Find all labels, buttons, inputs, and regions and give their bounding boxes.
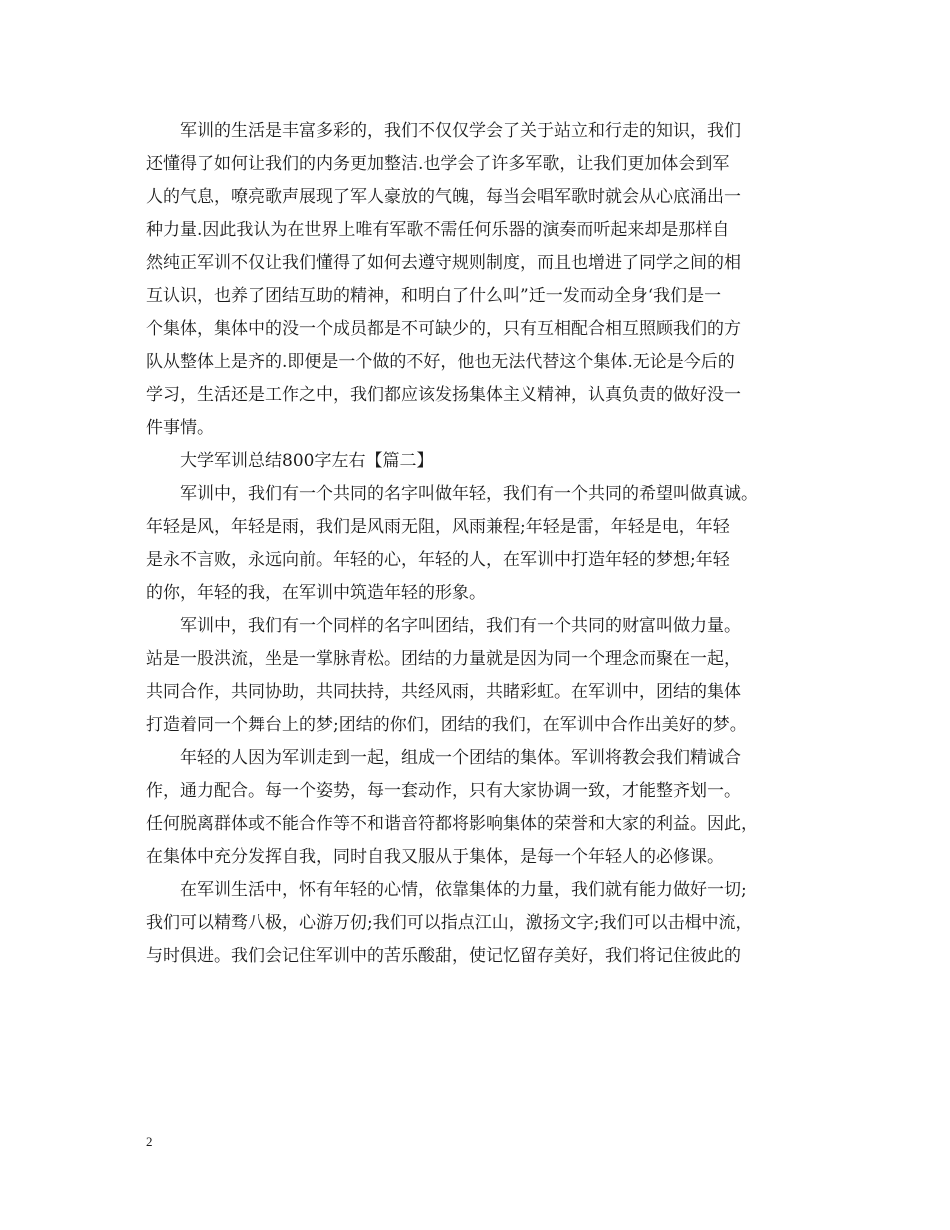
text-line: 站是一股洪流，坐是一掌脉青松。团结的力量就是因为同一个理念而聚在一起， bbox=[146, 649, 741, 669]
text-line: 我们可以精骛八极，心游万仞;我们可以指点江山，激扬文字;我们可以击楫中流， bbox=[146, 913, 753, 933]
text-line: 人的气息，嘹亮歌声展现了军人豪放的气魄，每当会唱军歌时就会从心底涌出一 bbox=[146, 187, 741, 207]
text-line: 军训中，我们有一个共同的名字叫做年轻，我们有一个共同的希望叫做真诚。 bbox=[146, 484, 758, 504]
text-line: 军训的生活是丰富多彩的，我们不仅仅学会了关于站立和行走的知识，我们 bbox=[146, 121, 741, 141]
text-line: 然纯正军训不仅让我们懂得了如何去遵守规则制度，而且也增进了同学之间的相 bbox=[146, 253, 741, 273]
text-line: 共同合作，共同协助，共同扶持，共经风雨，共睹彩虹。在军训中，团结的集体 bbox=[146, 682, 741, 702]
text-line: 学习，生活还是工作之中，我们都应该发扬集体主义精神，认真负责的做好没一 bbox=[146, 385, 741, 405]
text-line: 军训中，我们有一个同样的名字叫团结，我们有一个共同的财富叫做力量。 bbox=[146, 616, 741, 636]
text-line: 年轻的人因为军训走到一起，组成一个团结的集体。军训将教会我们精诚合 bbox=[146, 748, 741, 768]
text-line: 在集体中充分发挥自我，同时自我又服从于集体，是每一个年轻人的必修课。 bbox=[146, 847, 724, 867]
text-line: 互认识，也养了团结互助的精神，和明白了什么叫”迁一发而动全身‘我们是一 bbox=[146, 286, 722, 306]
text-line: 种力量.因此我认为在世界上唯有军歌不需任何乐器的演奏而听起来却是那样自 bbox=[146, 220, 730, 240]
text-line: 还懂得了如何让我们的内务更加整洁.也学会了许多军歌，让我们更加体会到军 bbox=[146, 154, 730, 174]
page-number: 2 bbox=[146, 1134, 153, 1149]
text-line: 的你，年轻的我，在军训中筑造年轻的形象。 bbox=[146, 583, 486, 603]
text-line: 个集体，集体中的没一个成员都是不可缺少的，只有互相配合相互照顾我们的方 bbox=[146, 319, 741, 339]
text-line: 在军训生活中，怀有年轻的心情，依靠集体的力量，我们就有能力做好一切; bbox=[146, 880, 747, 900]
text-line: 是永不言败，永远向前。年轻的心，年轻的人，在军训中打造年轻的梦想;年轻 bbox=[146, 550, 730, 570]
text-line: 队从整体上是齐的.即便是一个做的不好，他也无法代替这个集体.无论是今后的 bbox=[146, 352, 735, 372]
text-line: 件事情。 bbox=[146, 418, 214, 438]
text-line: 任何脱离群体或不能合作等不和谐音符都将影响集体的荣誉和大家的利益。因此， bbox=[146, 814, 758, 834]
text-line: 与时俱进。我们会记住军训中的苦乐酸甜，使记忆留存美好，我们将记住彼此的 bbox=[146, 946, 741, 966]
text-line: 作，通力配合。每一个姿势，每一套动作，只有大家协调一致，才能整齐划一。 bbox=[146, 781, 741, 801]
text-line: 打造着同一个舞台上的梦;团结的你们，团结的我们，在军训中合作出美好的梦。 bbox=[146, 715, 747, 735]
section-heading: 大学军训总结800字左右【篇二】 bbox=[146, 451, 434, 471]
text-line: 年轻是风，年轻是雨，我们是风雨无阻，风雨兼程;年轻是雷，年轻是电，年轻 bbox=[146, 517, 730, 537]
